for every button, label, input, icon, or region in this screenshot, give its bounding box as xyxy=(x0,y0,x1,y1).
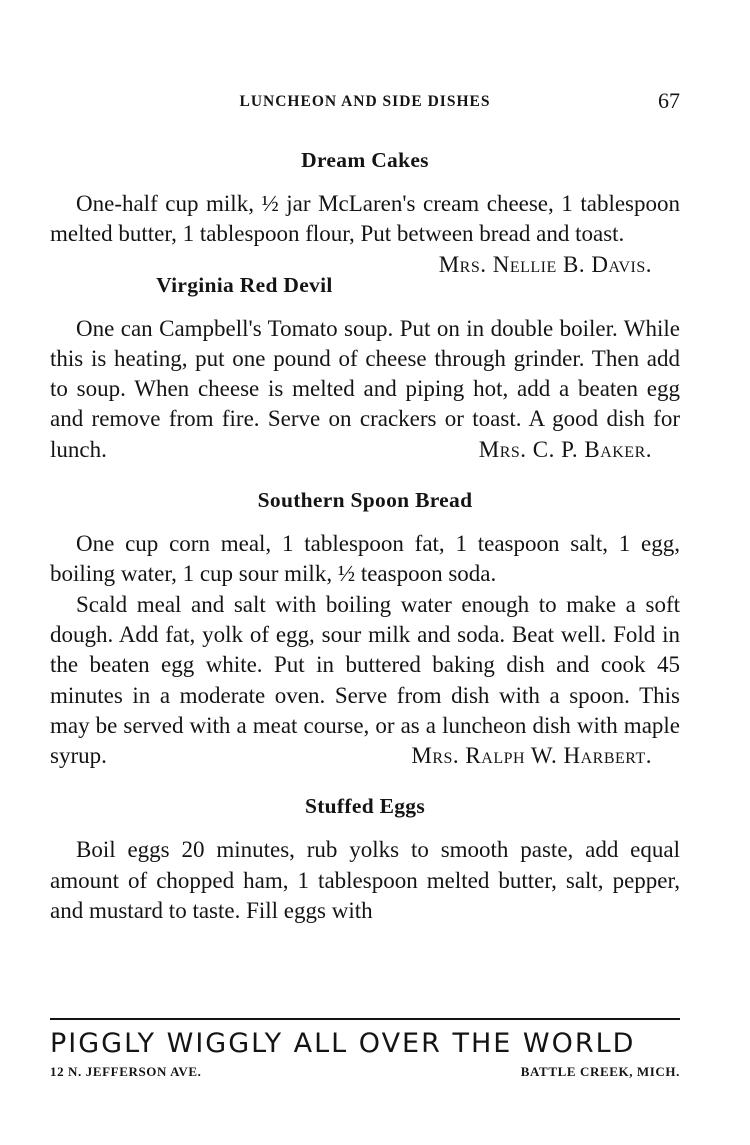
recipe-title: Dream Cakes xyxy=(301,148,429,172)
footer-address-row xyxy=(50,1064,680,1086)
recipe-stuffed-eggs xyxy=(50,791,680,926)
recipe-title: Virginia Red Devil xyxy=(156,272,333,297)
recipe-text xyxy=(50,314,680,465)
page-number: 67 xyxy=(658,88,680,113)
recipe-text xyxy=(50,529,680,590)
recipe-ingredients: One cup corn meal, 1 tablespoon fat, 1 teaspoon salt, 1 egg, boiling water, 1 cup sour milk, ½ teaspoon soda. xyxy=(50,531,680,587)
footer-address-street: 12 N. JEFFERSON AVE. xyxy=(50,1064,202,1079)
footer-address-city: BATTLE CREEK, MICH. xyxy=(520,1064,680,1079)
recipe-body: Scald meal and salt with boiling water enough to make a soft dough. Add fat, yolk of egg, sour milk and soda. Beat well. Fold in the beaten egg white. Put in buttered baking dish and cook 45 minutes in a moderate oven. Serve from dish with a spoon. This may be served with a meat course, or as a luncheon dish with maple syrup. xyxy=(50,591,680,769)
recipe-text xyxy=(50,835,680,926)
recipe-title: Stuffed Eggs xyxy=(304,794,426,819)
recipe-title: Southern Spoon Bread xyxy=(257,488,473,513)
recipe-body: Boil eggs 20 minutes, rub yolks to smooth paste, add equal amount of chopped ham, 1 tablespoon melted butter, salt, pepper, and mustard to taste. Fill eggs with xyxy=(50,837,680,924)
recipe-text xyxy=(50,189,680,277)
page-content xyxy=(50,145,680,946)
recipe-author: Mrs. C. P. Baker. xyxy=(478,436,652,462)
running-head xyxy=(50,88,680,118)
recipe-dream-cakes xyxy=(50,145,680,277)
recipe-body: One-half cup milk, ½ jar McLaren's cream cheese, 1 tablespoon melted butter, 1 tablespoon flour, Put between bread and toast. xyxy=(50,191,680,247)
recipe-body: One can Campbell's Tomato soup. Put on in double boiler. While this is heating, put one pound of cheese through grinder. Then add to soup. When cheese is melted and piping hot, add a beaten egg and remove from fire. Serve on crackers or toast. A good dish for lunch. xyxy=(50,315,680,462)
advertisement-footer xyxy=(50,1018,680,1086)
recipe-southern-spoon-bread xyxy=(50,485,680,771)
recipe-author: Mrs. Nellie B. Davis. xyxy=(438,251,652,277)
recipe-virginia-red-devil xyxy=(50,270,680,465)
running-title: LUNCHEON AND SIDE DISHES xyxy=(239,93,491,110)
recipe-text xyxy=(50,590,680,772)
recipe-author: Mrs. Ralph W. Harbert. xyxy=(411,743,652,769)
footer-slogan: PIGGLY WIGGLY ALL OVER THE WORLD xyxy=(50,1028,636,1059)
